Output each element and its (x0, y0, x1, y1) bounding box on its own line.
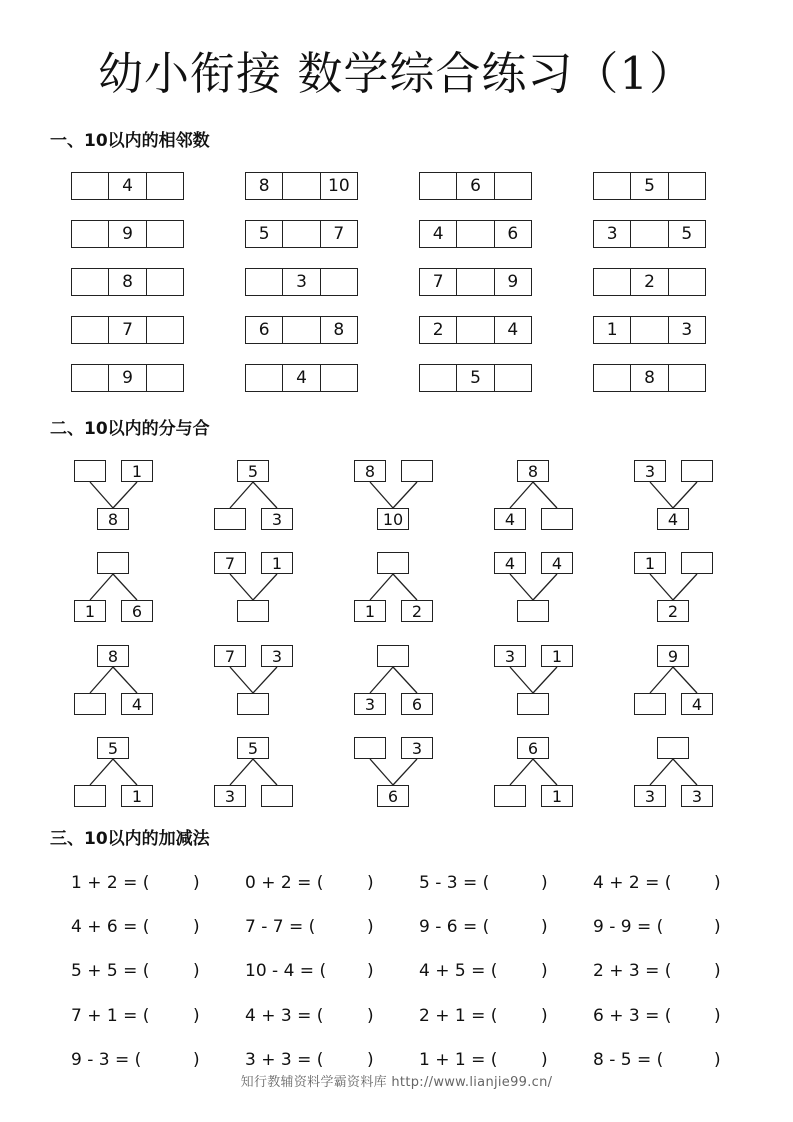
number-box[interactable] (74, 460, 106, 482)
connector-line (393, 759, 417, 785)
number-box[interactable]: 3 (401, 737, 433, 759)
number-box[interactable]: 1 (121, 785, 153, 807)
number-box[interactable] (541, 508, 573, 530)
neighbor-cell[interactable] (282, 173, 319, 199)
equation: 7 - 7 = ( (245, 917, 316, 937)
neighbor-cell[interactable] (594, 365, 630, 391)
number-box[interactable]: 8 (97, 645, 129, 667)
neighbor-cell[interactable] (146, 269, 183, 295)
neighbor-cell[interactable] (246, 269, 282, 295)
neighbor-cell[interactable]: 7 (320, 221, 357, 247)
neighbor-cell[interactable]: 5 (456, 365, 493, 391)
answer-close-paren[interactable]: ) (193, 917, 200, 937)
connector-line (650, 574, 673, 600)
connector-line (510, 759, 533, 785)
neighbor-cell[interactable]: 5 (668, 221, 705, 247)
neighbor-cell[interactable]: 7 (108, 317, 145, 343)
equation: 3 + 3 = ( (245, 1050, 324, 1070)
neighbor-box (245, 220, 358, 248)
answer-close-paren[interactable]: ) (193, 961, 200, 981)
number-box[interactable] (401, 460, 433, 482)
connector-line (90, 482, 113, 508)
neighbor-cell[interactable]: 8 (320, 317, 357, 343)
number-box[interactable]: 4 (494, 552, 526, 574)
neighbor-cell[interactable] (282, 221, 319, 247)
neighbor-cell[interactable] (320, 365, 357, 391)
neighbor-cell[interactable] (630, 221, 667, 247)
neighbor-cell[interactable]: 4 (108, 173, 145, 199)
neighbor-cell[interactable]: 6 (456, 173, 493, 199)
decomposition-tree (624, 645, 754, 725)
number-box[interactable]: 1 (121, 460, 153, 482)
number-box[interactable] (261, 785, 293, 807)
connector-line (90, 667, 113, 693)
neighbor-cell[interactable] (668, 269, 705, 295)
number-box[interactable]: 3 (634, 460, 666, 482)
neighbor-cell[interactable] (146, 173, 183, 199)
decomposition-tree (344, 460, 474, 540)
answer-close-paren[interactable]: ) (714, 961, 721, 981)
neighbor-cell[interactable]: 5 (630, 173, 667, 199)
neighbor-cell[interactable]: 8 (258, 176, 270, 196)
decomposition-tree (204, 552, 334, 632)
connector-line (673, 667, 697, 693)
number-box[interactable]: 5 (237, 460, 269, 482)
neighbor-cell[interactable] (420, 173, 456, 199)
answer-close-paren[interactable]: ) (541, 1050, 548, 1070)
connector-line (393, 574, 417, 600)
neighbor-box (419, 172, 532, 200)
number-box[interactable]: 8 (354, 460, 386, 482)
connector-line (650, 759, 673, 785)
connector-line (370, 667, 393, 693)
number-box[interactable]: 8 (97, 508, 129, 530)
decomposition-tree (204, 737, 334, 817)
number-box[interactable]: 4 (541, 552, 573, 574)
answer-close-paren[interactable]: ) (367, 1050, 374, 1070)
decomposition-tree (64, 645, 194, 725)
neighbor-cell[interactable] (630, 317, 667, 343)
number-box[interactable]: 1 (261, 552, 293, 574)
number-box[interactable] (681, 460, 713, 482)
number-box[interactable] (214, 508, 246, 530)
neighbor-cell[interactable] (668, 365, 705, 391)
neighbor-cell[interactable]: 4 (494, 317, 531, 343)
decomposition-tree (204, 645, 334, 725)
decomposition-tree (624, 460, 754, 540)
equation: 9 - 6 = ( (419, 917, 490, 937)
neighbor-cell[interactable] (146, 317, 183, 343)
number-box[interactable]: 6 (377, 785, 409, 807)
neighbor-box (593, 316, 706, 344)
number-box[interactable]: 2 (401, 600, 433, 622)
equation: 2 + 1 = ( (419, 1006, 498, 1026)
connector-line (253, 759, 277, 785)
connector-line (253, 482, 277, 508)
number-box[interactable]: 2 (657, 600, 689, 622)
decomposition-tree (344, 552, 474, 632)
connector-line (510, 574, 533, 600)
number-box[interactable]: 4 (657, 508, 689, 530)
neighbor-box (419, 268, 532, 296)
number-box[interactable]: 8 (517, 460, 549, 482)
equation: 2 + 3 = ( (593, 961, 672, 981)
number-box[interactable]: 3 (354, 693, 386, 715)
decomposition-tree (64, 460, 194, 540)
neighbor-cell[interactable]: 3 (606, 224, 618, 244)
neighbor-cell[interactable] (494, 365, 531, 391)
answer-close-paren[interactable]: ) (367, 961, 374, 981)
answer-close-paren[interactable]: ) (714, 873, 721, 893)
number-box[interactable] (237, 693, 269, 715)
connector-line (90, 759, 113, 785)
answer-close-paren[interactable]: ) (193, 1006, 200, 1026)
neighbor-cell[interactable] (420, 365, 456, 391)
answer-close-paren[interactable]: ) (541, 917, 548, 937)
neighbor-cell[interactable] (72, 365, 108, 391)
equation: 6 + 3 = ( (593, 1006, 672, 1026)
connector-line (370, 759, 393, 785)
connector-line (650, 667, 673, 693)
neighbor-box (71, 268, 184, 296)
neighbor-cell[interactable]: 6 (494, 221, 531, 247)
neighbor-cell[interactable] (494, 173, 531, 199)
neighbor-cell[interactable] (72, 317, 108, 343)
decomposition-tree (624, 552, 754, 632)
equation: 1 + 1 = ( (419, 1050, 498, 1070)
neighbor-box (593, 364, 706, 392)
number-box[interactable] (517, 600, 549, 622)
connector-line (230, 574, 253, 600)
neighbor-cell[interactable]: 10 (320, 173, 357, 199)
number-box[interactable]: 3 (261, 645, 293, 667)
connector-line (393, 667, 417, 693)
neighbor-box (71, 364, 184, 392)
connector-line (113, 574, 137, 600)
connector-line (533, 667, 557, 693)
neighbor-cell[interactable]: 3 (282, 269, 319, 295)
number-box[interactable] (354, 737, 386, 759)
neighbor-cell[interactable] (72, 173, 108, 199)
neighbor-box (419, 220, 532, 248)
neighbor-cell[interactable] (320, 269, 357, 295)
number-box[interactable]: 9 (657, 645, 689, 667)
neighbor-cell[interactable] (246, 365, 282, 391)
number-box[interactable] (517, 693, 549, 715)
number-box[interactable]: 3 (261, 508, 293, 530)
equation: 7 + 1 = ( (71, 1006, 150, 1026)
number-box[interactable]: 3 (681, 785, 713, 807)
equation: 1 + 2 = ( (71, 873, 150, 893)
connector-line (533, 759, 557, 785)
neighbor-box (245, 172, 358, 200)
connector-line (253, 574, 277, 600)
equation: 4 + 6 = ( (71, 917, 150, 937)
connector-line (113, 759, 137, 785)
equation: 5 + 5 = ( (71, 961, 150, 981)
neighbor-cell[interactable] (282, 317, 319, 343)
neighbor-box (593, 268, 706, 296)
neighbor-cell[interactable]: 9 (494, 269, 531, 295)
number-box[interactable]: 6 (401, 693, 433, 715)
neighbor-cell[interactable] (72, 221, 108, 247)
neighbor-cell[interactable]: 4 (282, 365, 319, 391)
connector-line (393, 482, 417, 508)
number-box[interactable]: 1 (634, 552, 666, 574)
neighbor-cell[interactable] (146, 221, 183, 247)
neighbor-box (245, 364, 358, 392)
number-box[interactable] (377, 645, 409, 667)
connector-line (230, 667, 253, 693)
number-box[interactable]: 5 (97, 737, 129, 759)
number-box[interactable] (681, 552, 713, 574)
decomposition-tree (64, 737, 194, 817)
number-box[interactable]: 6 (121, 600, 153, 622)
neighbor-box (245, 316, 358, 344)
answer-close-paren[interactable]: ) (367, 873, 374, 893)
neighbor-cell[interactable] (456, 317, 493, 343)
answer-close-paren[interactable]: ) (193, 873, 200, 893)
number-box[interactable] (97, 552, 129, 574)
neighbor-cell[interactable] (146, 365, 183, 391)
number-box[interactable]: 3 (634, 785, 666, 807)
number-box[interactable]: 4 (681, 693, 713, 715)
decomposition-tree (484, 460, 614, 540)
number-box[interactable]: 3 (214, 785, 246, 807)
number-box[interactable]: 4 (121, 693, 153, 715)
number-box[interactable] (657, 737, 689, 759)
neighbor-cell[interactable] (594, 173, 630, 199)
equation: 5 - 3 = ( (419, 873, 490, 893)
connector-line (533, 482, 557, 508)
answer-close-paren[interactable]: ) (541, 873, 548, 893)
connector-line (673, 482, 697, 508)
equation: 4 + 3 = ( (245, 1006, 324, 1026)
section-title-arithmetic: 三、10以内的加减法 (50, 829, 210, 849)
number-box[interactable]: 1 (74, 600, 106, 622)
number-box[interactable] (237, 600, 269, 622)
number-box[interactable]: 4 (494, 508, 526, 530)
answer-close-paren[interactable]: ) (541, 1006, 548, 1026)
section-title-decomposition: 二、10以内的分与合 (50, 419, 210, 439)
equation: 9 - 9 = ( (593, 917, 664, 937)
neighbor-cell[interactable]: 9 (108, 365, 145, 391)
neighbor-box (419, 364, 532, 392)
decomposition-tree (344, 645, 474, 725)
neighbor-cell[interactable]: 5 (258, 224, 270, 244)
connector-line (673, 759, 697, 785)
equation: 9 - 3 = ( (71, 1050, 142, 1070)
decomposition-tree (484, 645, 614, 725)
neighbor-box (419, 316, 532, 344)
neighbor-cell[interactable]: 4 (432, 224, 444, 244)
connector-line (370, 482, 393, 508)
connector-line (230, 482, 253, 508)
equation: 0 + 2 = ( (245, 873, 324, 893)
connector-line (650, 482, 673, 508)
neighbor-cell[interactable]: 2 (432, 320, 444, 340)
neighbor-box (71, 172, 184, 200)
neighbor-box (593, 172, 706, 200)
answer-close-paren[interactable]: ) (714, 1006, 721, 1026)
equation: 8 - 5 = ( (593, 1050, 664, 1070)
equation: 4 + 5 = ( (419, 961, 498, 981)
neighbor-cell[interactable] (594, 269, 630, 295)
footer-watermark: 知行教辅资料学霸资料库 http://www.lianjie99.cn/ (240, 1075, 553, 1090)
decomposition-tree (624, 737, 754, 817)
answer-close-paren[interactable]: ) (193, 1050, 200, 1070)
decomposition-tree (484, 552, 614, 632)
connector-line (510, 667, 533, 693)
neighbor-cell[interactable]: 8 (630, 365, 667, 391)
neighbor-box (71, 220, 184, 248)
decomposition-tree (484, 737, 614, 817)
connector-line (90, 574, 113, 600)
connector-line (533, 574, 557, 600)
number-box[interactable] (74, 785, 106, 807)
answer-close-paren[interactable]: ) (714, 917, 721, 937)
connector-line (113, 667, 137, 693)
number-box[interactable] (74, 693, 106, 715)
number-box[interactable]: 1 (541, 645, 573, 667)
number-box[interactable]: 6 (517, 737, 549, 759)
connector-line (113, 482, 137, 508)
number-box[interactable] (494, 785, 526, 807)
section-title-neighbors: 一、10以内的相邻数 (50, 131, 210, 151)
neighbor-cell[interactable]: 8 (108, 269, 145, 295)
connector-line (510, 482, 533, 508)
number-box[interactable]: 7 (214, 645, 246, 667)
decomposition-tree (204, 460, 334, 540)
number-box[interactable]: 7 (214, 552, 246, 574)
page-title: 幼小衔接 数学综合练习（1） (98, 47, 695, 100)
neighbor-cell[interactable] (456, 269, 493, 295)
answer-close-paren[interactable]: ) (541, 961, 548, 981)
neighbor-cell[interactable]: 6 (258, 320, 270, 340)
number-box[interactable] (634, 693, 666, 715)
connector-line (370, 574, 393, 600)
number-box[interactable]: 10 (377, 508, 409, 530)
connector-line (673, 574, 697, 600)
number-box[interactable]: 1 (354, 600, 386, 622)
neighbor-cell[interactable] (72, 269, 108, 295)
neighbor-cell[interactable] (456, 221, 493, 247)
neighbor-cell[interactable]: 7 (432, 272, 444, 292)
number-box[interactable] (377, 552, 409, 574)
neighbor-cell[interactable]: 2 (630, 269, 667, 295)
equation: 10 - 4 = ( (245, 961, 327, 981)
neighbor-box (71, 316, 184, 344)
answer-close-paren[interactable]: ) (367, 917, 374, 937)
number-box[interactable]: 5 (237, 737, 269, 759)
number-box[interactable]: 3 (494, 645, 526, 667)
neighbor-box (245, 268, 358, 296)
answer-close-paren[interactable]: ) (367, 1006, 374, 1026)
decomposition-tree (64, 552, 194, 632)
answer-close-paren[interactable]: ) (714, 1050, 721, 1070)
neighbor-cell[interactable]: 3 (668, 317, 705, 343)
connector-line (230, 759, 253, 785)
neighbor-box (593, 220, 706, 248)
neighbor-cell[interactable]: 1 (606, 320, 618, 340)
neighbor-cell[interactable] (668, 173, 705, 199)
neighbor-cell[interactable]: 9 (108, 221, 145, 247)
connector-line (253, 667, 277, 693)
equation: 4 + 2 = ( (593, 873, 672, 893)
decomposition-tree (344, 737, 474, 817)
number-box[interactable]: 1 (541, 785, 573, 807)
